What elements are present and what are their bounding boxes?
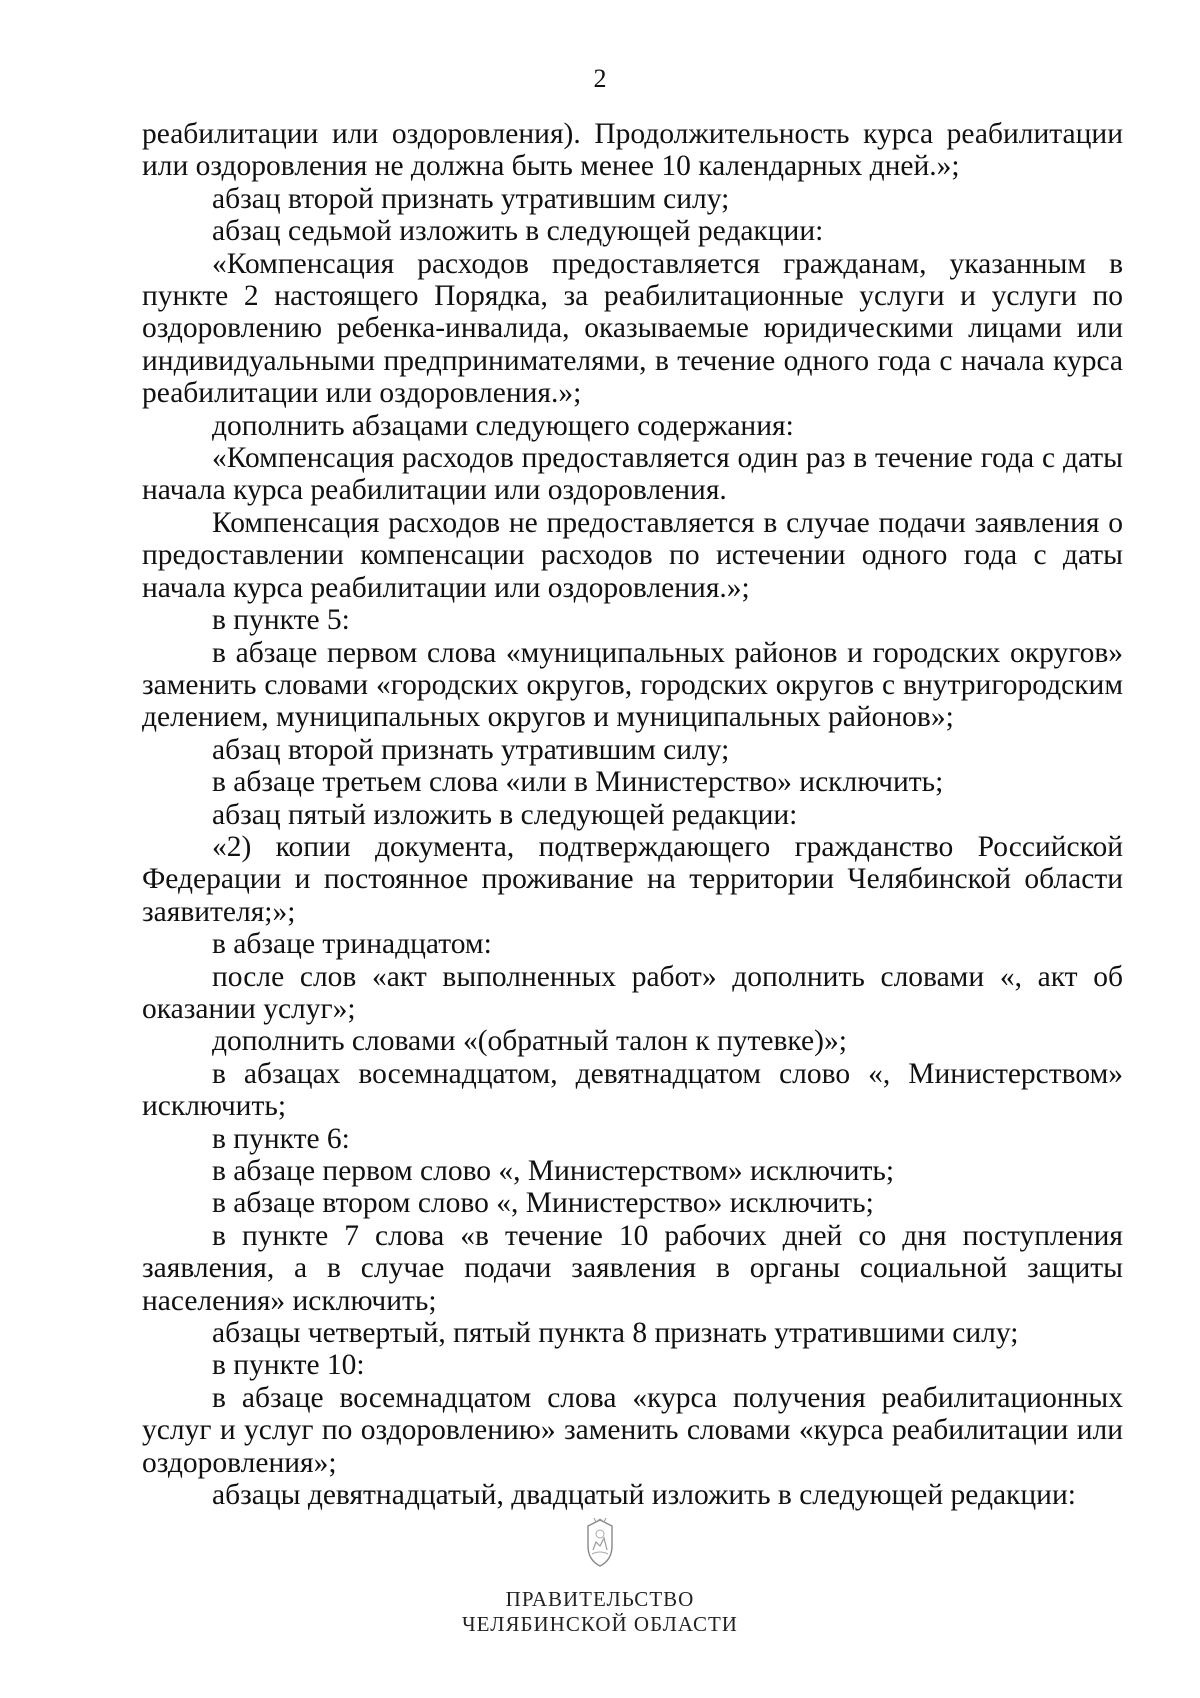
paragraph: реабилитации или оздоровления). Продолжительность курса реабилитации или оздоровления не должна быть менее 10 календарных дней.»; [142, 118, 1123, 183]
paragraph: в абзаце третьем слова «или в Министерство» исключить; [212, 766, 944, 799]
paragraph: после слов «акт выполненных работ» дополнить словами «, акт об оказании услуг»; [142, 960, 1123, 1025]
paragraph: в абзаце тринадцатом: [212, 928, 492, 961]
paragraph: абзац второй признать утратившим силу; [212, 182, 730, 215]
paragraph: абзацы девятнадцатый, двадцатый изложить в следующей редакции: [212, 1479, 1076, 1512]
paragraph: в пункте 5: [212, 604, 350, 637]
paragraph: «Компенсация расходов предоставляется гражданам, указанным в пункте 2 настоящего Порядка, за реабилитационные услуги и услуги по оздоровлению ребенка-инвалида, оказываемые юридическими лицами или индивидуальными предпринимателями, в течение одного года с начала курса реабилитации или оздоровления.»; [142, 247, 1123, 410]
paragraph: абзац второй признать утратившим силу; [212, 733, 730, 766]
footer-signature-block [0, 1587, 1200, 1637]
paragraph: в абзацах восемнадцатом, девятнадцатом слово «, Министерством» исключить; [142, 1057, 1123, 1123]
document-body [142, 118, 1123, 1511]
paragraph: дополнить словами «(обратный талон к путевке)»; [212, 1025, 847, 1058]
paragraph: в абзаце втором слово «, Министерство» исключить; [212, 1187, 874, 1220]
paragraph: абзацы четвертый, пятый пункта 8 признать утратившими силу; [212, 1317, 1019, 1350]
coat-of-arms-icon [582, 1516, 618, 1570]
footer-line-region: ЧЕЛЯБИНСКОЙ ОБЛАСТИ [462, 1612, 738, 1636]
paragraph: Компенсация расходов не предоставляется в случае подачи заявления о предоставлении компенсации расходов по истечении одного года с даты начала курса реабилитации или оздоровления.»; [142, 506, 1123, 604]
page-number: 2 [593, 64, 607, 93]
paragraph: в пункте 10: [212, 1349, 365, 1382]
paragraph: «2) копии документа, подтверждающего гражданство Российской Федерации и постоянное проживание на территории Челябинской области заявителя;»; [142, 830, 1123, 928]
paragraph: «Компенсация расходов предоставляется один раз в течение года с даты начала курса реабилитации или оздоровления. [142, 442, 1123, 507]
paragraph: дополнить абзацами следующего содержания: [212, 409, 794, 442]
footer-line-government: ПРАВИТЕЛЬСТВО [505, 1587, 695, 1611]
paragraph: в абзаце восемнадцатом слова «курса получения реабилитационных услуг и услуг по оздоровлению» заменить словами «курса реабилитации или оздоровления»; [142, 1381, 1123, 1479]
paragraph: абзац седьмой изложить в следующей редакции: [212, 215, 824, 248]
paragraph: в пункте 7 слова «в течение 10 рабочих дней со дня поступления заявления, а в случае подачи заявления в органы социальной защиты населения» исключить; [142, 1219, 1123, 1317]
paragraph: абзац пятый изложить в следующей редакции: [212, 798, 798, 831]
paragraph: в абзаце первом слова «муниципальных районов и городских округов» заменить словами «городских округов, городских округов с внутригородским делением, муниципальных округов и муниципальных районов»; [142, 636, 1123, 734]
paragraph: в пункте 6: [212, 1122, 350, 1155]
paragraph: в абзаце первом слово «, Министерством» исключить; [212, 1155, 895, 1187]
